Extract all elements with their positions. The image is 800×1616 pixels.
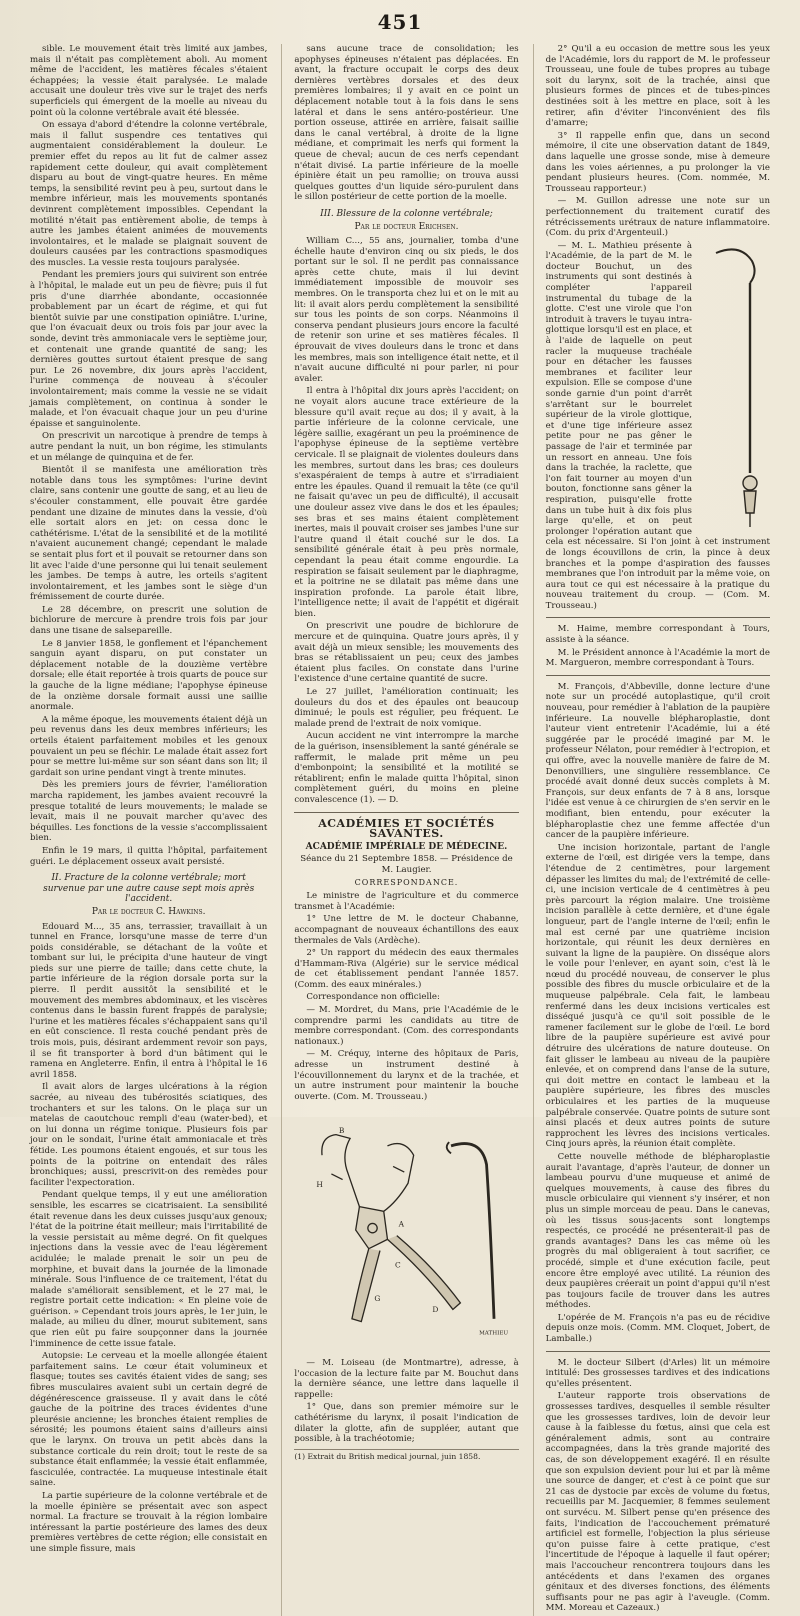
- column-right: [533, 44, 770, 1616]
- paragraph: 1° Une lettre de M. le docteur Chabanne, accompagnant de nouveaux échantillons des eaux thermales de Vals (Ardèche).: [294, 914, 519, 946]
- gag-arm-right: [384, 1144, 414, 1212]
- author-byline: Par le docteur C. Hawkins.: [91, 906, 206, 917]
- sound-button: [743, 476, 757, 490]
- paragraph: M. le docteur Silbert (d'Arles) lit un mémoire intitulé: Des grossesses tardives et des indications qu'elles présentent.: [545, 1357, 770, 1389]
- paragraph: Une incision horizontale, partant de l'angle externe de l'œil, est dirigée vers la tempe, dans l'étendue de 2 centimètres, pour largement dépasser les limites du mal; de l'extrémité de celle-ci, une incision verticale de 4 centimètres à peu près parcourt la région malaire. Une troisième incision parallèle à cette dernière, et d'une égale longueur, part de l'angle interne de l'œil; enfin le mal est cerné par une quatrième incision horizontale, qui réunit les deux dernières en suivant la ligne de la paupière. On disséque alors le voile pour l'enlever, en ayant soin, c'est là le nœud du procédé nouveau, de conserver le plus possible des fibres du muscle orbiculaire et de la muqueuse palpébrale. Cela fait, le lambeau renfermé dans les deux incisions verticales est disséqué jusqu'à ce qu'il soit possible de le ramener facilement sur le globe de l'œil. Le bord libre de la paupière supérieure est avivé pour détruire des ulcérations de nature douteuse. On fait glisser le lambeau au niveau de la paupière enlevée, et on comprend dans l'anse de la suture, qui doit mettre en contact le lambeau et la paupière supérieure, les fibres des muscles orbiculaires et les parties de la muqueuse palpébrale conservée. Quatre points de suture sont ainsi placés et deux autres points de suture rapprochent les lèvres des incisions verticales. Cinq jours après, la réunion était complète.: [545, 842, 770, 1150]
- paragraph: Le 8 janvier 1858, le gonflement et l'épanchement sanguin ayant disparu, on put constater un déplacement notable de la douzième vertèbre dorsale; elle était reportée à trois quarts de pouce sur la gauche de la ligne médiane; l'apophyse épineuse de la onzième dorsale formait aussi une saillie anormale.: [30, 638, 268, 713]
- paragraph: Edouard M..., 35 ans, terrassier, travaillait à un tunnel en France, lorsqu'une masse de terre d'un poids considérable, se détachant de la voûte et tombant sur lui, le précipita d'une hauteur de vingt pieds sur une pierre de taille; dans cette chute, la partie inférieure de la région dorsale porta sur la pierre. Il perdit aussitôt la sensibilité et le mouvement des membres abdominaux, et les viscères contenus dans le bassin furent frappés de paralysie; l'urine et les matières fécales s'échappaient sans qu'il en eût conscience. Il resta couché pendant près de trois mois, puis, désirant ardemment revoir son pays, il se fit transporter à bord d'un bâtiment qui le ramena en Angleterre. Enfin, il entra à l'hôpital le 16 avril 1858.: [30, 921, 268, 1080]
- divider: [546, 1351, 770, 1352]
- paragraph: Correspondance non officielle:: [306, 992, 440, 1003]
- paragraph: M. François, d'Abbeville, donne lecture d'une note sur un procédé autoplastique, qu'il croit nouveau, pour remédier à l'ablation de la paupière inférieure. La nouvelle blépharoplastie, dont l'auteur vient entretenir l'Académie, lui a été suggérée par le procédé imaginé par M. le professeur Nélaton, pour remédier à l'ectropion, et qui offre, avec la nouvelle manière de faire de M. Denonvilliers, une singulière ressemblance. Ce procédé avait donné deux succès complets à M. François, sur deux enfants de 7 à 8 ans, lorsque l'idée est venue à ce chirurgien de s'en servir en le modifiant, bien entendu, pour exécuter la blépharoplastie chez une femme affectée d'un cancer de la paupière inférieure.: [545, 681, 770, 841]
- page-number: 451: [377, 10, 423, 34]
- paragraph: L'opérée de M. François n'a pas eu de récidive depuis onze mois. (Comm. MM. Cloquet, Jobert, de Lamballe.): [545, 1312, 770, 1345]
- paragraph: Aucun accident ne vint interrompre la marche de la guérison, insensiblement la santé générale se raffermit, le malade prit même un peu d'embonpoint; la sensibilité et la motilité se rétablirent; enfin le malade quitta l'hôpital, sinon complètement guéri, du moins en pleine convalescence (1). — D.: [294, 731, 519, 805]
- section-banner: ACADÉMIES ET SOCIÉTÉS SAVANTES.: [318, 816, 495, 841]
- svg-text:B: B: [339, 1126, 345, 1136]
- paragraph: La partie supérieure de la colonne vertébrale et de la moelle épinière se présentait avec son aspect normal. La fracture se trouvait à la région lombaire intéressant la partie postérieure des lames des deux premières vertèbres de cette région; elle consistait en une simple fissure, mais: [30, 1490, 268, 1554]
- paragraph: Le ministre de l'agriculture et du commerce transmet à l'Académie:: [294, 891, 519, 912]
- sound-hook: [716, 249, 755, 283]
- instrument-illustration: [294, 1110, 518, 1350]
- correspondence-heading: CORRESPONDANCE.: [354, 877, 459, 887]
- paragraph: — M. Loiseau (de Montmartre), adresse, à l'occasion de la lecture faite par M. Bouchut dans la dernière séance, une lettre dans laquelle il rappelle:: [294, 1358, 519, 1400]
- paragraph: — M. L. Mathieu présente à l'Académie, de la part de M. le docteur Bouchut, un des instruments qui sont destinés à compléter l'appareil instrumental du tubage de la glotte. C'est une virole que l'on introduit à travers le tuyau intra-glottique lorsqu'il est en place, et à l'aide de laquelle on peut racler la muqueuse trachéale pour en détacher les fausses membranes et faciliter leur expulsion. Elle se compose d'une sonde garnie d'un point d'arrêt s'arrêtant sur le bourrelet supérieur de la virole glottique, et d'une tige inférieure assez petite pour ne pas gêner le passage de l'air et terminée par un ressort en anneau. Une fois dans la trachée, la raclette, que l'on fait tourner au moyen d'un bouton, fonctionne sans gêner la respiration, puisqu'elle frotte dans un tube huit à dix fois plus large qu'elle, et on peut prolonger l'opération autant que cela est nécessaire. Si l'on joint à cet instrument de longs écouvillons de crin, la pince à deux branches et la pompe d'aspiration des fausses membranes que l'on introduit par la même voie, on aura tout ce qui est nécessaire à la pratique du nouveau traitement du croup. — (Com. M. Trousseau.): [545, 240, 770, 611]
- raclette-illustration: [698, 243, 770, 533]
- gag-handle-right: [388, 1236, 461, 1310]
- paragraph: A la même époque, les mouvements étaient déjà un peu revenus dans les deux membres inférieurs; les orteils étaient parfaitement mobiles et les genoux pouvaient un peu se fléchir. Le malade était assez fort pour se mettre lui-même sur son séant dans son lit; il gardait son urine pendant vingt à trente minutes.: [30, 714, 268, 778]
- paragraph: 2° Un rapport du médecin des eaux thermales d'Hammam-Riva (Algérie) sur le service médical de cet établissement pendant l'année 1857. (Comm. des eaux minérales.): [294, 948, 519, 990]
- author-byline: Par le docteur Erichsen.: [354, 221, 459, 232]
- paragraph: Pendant les premiers jours qui suivirent son entrée à l'hôpital, le malade eut un peu de fièvre; puis il fut pris d'une diarrhée abondante, occasionnée probablement par un écart de régime, et qui fut bientôt suivie par une constipation opiniâtre. L'urine, que l'on évacuait deux ou trois fois par jour avec la sonde, devint très ammoniacale vers le septième jour, et contenait une grande quantité de sang; les dernières gouttes surtout étaient presque de sang pur. Le 26 novembre, dix jours après l'accident, l'urine commença de nouveau à s'écouler involontairement; mais comme la vessie ne se vidait jamais complètement, on continua à sonder le malade, et l'on évacuait chaque jour un peu d'urine épaisse et sanguinolente.: [30, 270, 268, 429]
- academy-heading: ACADÉMIE IMPÉRIALE DE MÉDECINE.: [305, 841, 508, 852]
- svg-text:G: G: [374, 1294, 381, 1304]
- paragraph: Autopsie: Le cerveau et la moelle allongée étaient parfaitement sains. Le cœur était volumineux et flasque; toutes ses cavités étaient vides de sang; ses fibres musculaires avaient subi un certain degré de dégénérescence graisseuse. Il y avait dans le côté gauche de la poitrine des traces évidentes d'une pleurésie ancienne; les bronches étaient remplies de sérosité; les poumons étaient sains d'ailleurs ainsi que le larynx. On trouva un petit abcès dans la substance corticale du rein droit; tout le reste de sa substance était enflammée; la vessie était enflammée, fasciculée, contractée. La muqueuse intestinale était saine.: [30, 1351, 268, 1489]
- paragraph: On prescrivit un narcotique à prendre de temps à autre pendant la nuit, un bon régime, les stimulants et un mélange de quinquina et de fer.: [30, 431, 268, 463]
- svg-text:C: C: [395, 1260, 401, 1270]
- divider: [546, 617, 770, 618]
- paragraph: Bientôt il se manifesta une amélioration très notable dans tous les symptômes: l'urine devint claire, sans contenir une goutte de sang, et au lieu de s'écouler constamment, elle pouvait être gardée pendant une dizaine de minutes dans la vessie, d'où elle sortait alors en jet: on cessa donc le cathétérisme. L'état de la sensibilité et de la motilité n'avaient aucunement changé; cependant le malade se sentait plus fort et il pouvait se retourner dans son lit avec l'aide d'une personne qui lui tenait seulement les jambes. De temps à autre, les orteils s'agitent involontairement, et les jambes sont le siège d'un frémissement de courte durée.: [30, 465, 268, 603]
- divider: [294, 812, 518, 813]
- paragraph: On essaya d'abord d'étendre la colonne vertébrale, mais il fallut suspendre ces tentatives qui augmentaient considérablement la douleur. Le premier effet du repos au lit fut de calmer assez rapidement cette douleur, qui avait complètement disparu au bout de vingt-quatre heures. En même temps, la sensibilité revint peu à peu, surtout dans le membre inférieur, mais les mouvements spontanés devinrent complètement impossibles. Cependant la motilité n'était pas entièrement abolie, de temps à autre les jambes étaient animées de mouvements involontaires, et le malade se plaignait souvent de douleurs causées par les contractions spasmodiques des muscles. La vessie resta toujours paralysée.: [30, 120, 268, 268]
- column-middle: [281, 44, 518, 1616]
- paragraph: Le 27 juillet, l'amélioration continuait; les douleurs du dos et des épaules ont beaucoup diminué; le pouls est régulier, peu fréquent. Le malade prend de l'extrait de noix vomique.: [294, 687, 519, 729]
- divider: [546, 675, 770, 676]
- gag-hinge: [356, 1207, 388, 1249]
- paragraph: sible. Le mouvement était très limité aux jambes, mais il n'était pas complètement aboli. Au moment même de l'accident, les matières fécales s'étaient échappées; la vessie était paralysée. Le malade accusait une douleur très vive sur le trajet des nerfs superficiels qui émergent de la moelle au niveau du point où la colonne vertébrale avait été blessée.: [30, 44, 268, 118]
- column-left: [30, 44, 267, 1616]
- gag-handle-left: [352, 1249, 380, 1322]
- paragraph: — M. Créquy, interne des hôpitaux de Paris, adresse un instrument destiné à l'écouvillonnement du larynx et de la trachée, et un autre instrument pour maintenir la bouche ouverte. (Com. M. Trousseau.): [294, 1049, 519, 1102]
- paragraph: — M. Guillon adresse une note sur un perfectionnement du traitement curatif des rétrécissements urétraux de nature inflammatoire. (Com. du prix d'Argenteuil.): [545, 196, 770, 239]
- paragraph: M. Haime, membre correspondant à Tours, assiste à la séance.: [545, 624, 770, 646]
- paragraph: M. le Président annonce à l'Académie la mort de M. Margueron, membre correspondant à Tours.: [545, 647, 770, 669]
- session-line: Séance du 21 Septembre 1858. — Présidence de M. Laugier.: [300, 854, 513, 875]
- figure-signature: MATHIEU: [479, 1331, 509, 1338]
- paragraph: 1° Que, dans son premier mémoire sur le cathétérisme du larynx, il posait l'indication de dilater la glotte, afin de suppléer, autant que possible, à la trachéotomie;: [294, 1402, 519, 1445]
- paragraph: Il avait alors de larges ulcérations à la région sacrée, au niveau des tubérosités sciatiques, des trochanters et sur les talons. On le plaça sur un matelas de caoutchouc rempli d'eau (water-bed), et on lui donna un régime tonique. Plusieurs fois par jour on le sondait, l'urine était ammoniacale et très fétide. Les poumons étaient engoués, et sur tous les points de la poitrine on entendait des râles bronchiques; aussi, prescrivit-on des remèdes pour faciliter l'expectoration.: [30, 1082, 268, 1188]
- paragraph: sans aucune trace de consolidation; les apophyses épineuses n'étaient pas déplacées. En avant, la fracture occupait le corps des deux dernières vertèbres dorsales et des deux premières lombaires; il y avait en ce point un déplacement notable tout à la fois dans le sens latéral et dans le sens antéro-postérieur. Une portion osseuse, attirée en arrière, faisait saillie dans le canal vertébral, à droite de la ligne médiane, et comprimait les nerfs qui forment la queue de cheval; aucun de ces nerfs cependant n'était divisé. La partie inférieure de la moelle épinière était un peu ramollie; on trouva aussi quelques gouttes d'un liquide séro-purulent dans le sillon postérieur de cette portion de la moelle.: [294, 44, 519, 203]
- svg-text:D: D: [432, 1305, 439, 1315]
- paragraph: On prescrivit une poudre de bichlorure de mercure et de quinquina. Quatre jours après, il y avait déjà un mieux sensible; les mouvements des bras se rétablissaient un peu; ceux des jambes étaient plus faciles. On constate dans l'urine l'existence d'une certaine quantité de sucre.: [294, 621, 519, 685]
- paragraph: 3° Il rappelle enfin que, dans un second mémoire, il cite une observation datant de 1849, dans laquelle une grosse sonde, mise à demeure dans les voies aériennes, a pu prolonger la vie pendant plusieurs heures. (Com. nommée, M. Trousseau rapporteur.): [545, 130, 770, 194]
- paragraph: William C..., 55 ans, journalier, tomba d'une échelle haute d'environ cinq ou six pieds, le dos portant sur le sol. Il ne perdit pas connaissance après cette chute, mais il lui devint immédiatement impossible de mouvoir ses membres. On le transporta chez lui et on le mit au lit: il avait alors perdu complètement la sensibilité sur tous les points de son corps. Néanmoins il conserva pendant plusieurs jours encore la faculté de retenir son urine et ses matières fécales. Il éprouvait de vives douleurs dans le tronc et dans les membres, mais son intelligence était nette, et il n'avait aucune difficulté ni pour parler, ni pour avaler.: [294, 236, 519, 384]
- paragraph: Il entra à l'hôpital dix jours après l'accident; on ne voyait alors aucune trace extérieure de la blessure qu'il avait reçue au dos; il y avait, à la partie inférieure de la colonne cervicale, une légère saillie, exagérant un peu la proéminence de l'apophyse épineuse de la septième vertèbre cervicale. Il se plaignait de violentes douleurs dans les membres, surtout dans les bras; ces douleurs s'exaspéraient de temps à autre et s'irradiaient entre les épaules. Quand il remuait la tête (ce qu'il ne faisait qu'avec un peu de difficulté), il accusait une douleur assez vive dans le dos et les épaules; ses bras et ses mains étaient complètement inertes, mais il pouvait croiser ses jambes l'une sur l'autre quand il était couché sur le dos. La sensibilité générale était à peu près normale, cependant la peau était comme engourdie. La respiration se faisait seulement par le diaphragme, et la poitrine ne se dilatait pas même dans une inspiration profonde. La parole était libre, l'intelligence nette; il avait de l'appétit et digérait bien.: [294, 386, 519, 619]
- paragraph: Enfin le 19 mars, il quitta l'hôpital, parfaitement guéri. Le déplacement osseux avait persisté.: [30, 845, 268, 867]
- svg-text:A: A: [399, 1219, 405, 1229]
- paragraph: L'auteur rapporte trois observations de grossesses tardives, desquelles il semble résulter que les grossesses tardives, loin de devoir leur cause à la faiblesse du fœtus, ainsi que cela est généralement admis, sont au contraire accompagnées, dans la très grande majorité des cas, de son développement exagéré. Il en résulte que son expulsion devient pour lui et par là même une source de danger, et c'est à ce point que sur 21 cas de dystocie par excès de volume du fœtus, recueillis par M. Jacquemier, 8 femmes seulement ont survécu. M. Silbert pense qu'en présence des faits, l'indication de l'accouchement prématuré artificiel est formelle, l'objection la plus sérieuse qu'on puisse faire à cette pratique, c'est l'incertitude de l'époque à laquelle il faut opérer; mais l'accoucheur rencontrera toujours dans les antécédents et dans l'examen des organes génitaux et des diverses fonctions, des éléments suffisants pour ne pas agir à l'aveugle. (Comm. MM. Moreau et Cazeaux.): [545, 1391, 770, 1614]
- sound-handle: [744, 491, 756, 513]
- gag-arm-left: [322, 1135, 360, 1207]
- paragraph: Le 28 décembre, on prescrit une solution de bichlorure de mercure à prendre trois fois par jour dans une tisane de salsepareille.: [30, 604, 268, 637]
- paragraph: Pendant quelque temps, il y eut une amélioration sensible, les escarres se cicatrisaient. La sensibilité était revenue dans les deux cuisses jusqu'aux genoux; l'état de la poitrine était meilleur; mais l'irritabilité de la vessie persistait au même degré. On fit quelques injections dans la vessie avec de l'eau légèrement acidulée; le malade prenait le soir un peu de morphine, et buvait dans la journée de la limonade minérale. Sous l'influence de ce traitement, l'état du malade s'améliorait sensiblement, et le 27 mai, le registre portait cette indication: « En pleine voie de guérison. » Cependant trois jours après, le 1er juin, le malade, au milieu du dîner, mourut subitement, sans que rien eût pu faire soupçonner dans la journée l'imminence de cette issue fatale.: [30, 1190, 268, 1349]
- text-columns: [30, 44, 770, 1614]
- curved-sound: [451, 1144, 494, 1319]
- footnote: (1) Extrait du British medical journal, juin 1858.: [294, 1449, 518, 1462]
- paragraph: 2° Qu'il a eu occasion de mettre sous les yeux de l'Académie, lors du rapport de M. le professeur Trousseau, une foule de tubes propres au tubage soit du larynx, soit de la trachée, ainsi que plusieurs formes de pinces et de tubes-pinces destinées soit à les mettre en place, soit à les retirer, afin d'éviter l'inconvénient des fils d'amarre;: [545, 44, 770, 129]
- section-title: II. Fracture de la colonne vertébrale; mort survenue par une autre cause sept mois après l'accident.: [43, 873, 255, 905]
- section-title: III. Blessure de la colonne vertébrale;: [320, 208, 493, 219]
- paragraph: — M. Mordret, du Mans, prie l'Académie de le comprendre parmi les candidats au titre de membre correspondant. (Com. des correspondants nationaux.): [294, 1005, 519, 1047]
- svg-text:H: H: [316, 1180, 324, 1190]
- paragraph: Cette nouvelle méthode de blépharoplastie aurait l'avantage, d'après l'auteur, de donner un lambeau pourvu d'une muqueuse et animé de quelques mouvements, à cause des fibres du muscle orbiculaire qui viennent s'y insérer, et non plus un simple morceau de peau. Dans le canevas, où les tissus sous-jacents sont longtemps respectés, ce procédé ne présenterait-il pas de grands avantages? Dans les cas même où les progrès du mal obligeraient à tout sacrifier, ce procédé, simple et d'une exécution facile, peut encore être employé avec utilité. La réunion des deux paupières créerait un point d'appui qu'il n'est pas toujours facile de trouver dans les autres méthodes.: [545, 1151, 770, 1311]
- paragraph: Dès les premiers jours de février, l'amélioration marcha rapidement, les jambes avaient recouvré la presque totalité de leurs mouvements; le malade se levait, mais il ne pouvait marcher qu'avec des béquilles. Les fonctions de la vessie s'accomplissaient bien.: [30, 780, 268, 844]
